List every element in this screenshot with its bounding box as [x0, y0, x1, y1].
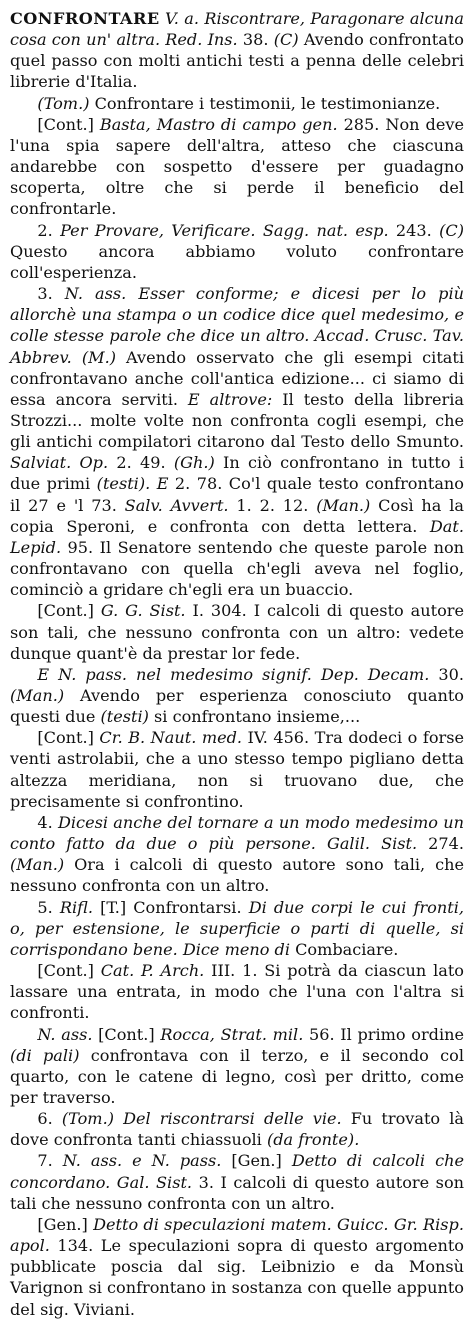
entry-paragraph [10, 114, 464, 220]
italic-run: Detto di speculazioni matem. Guicc. Gr. Risp. apol. [10, 1214, 464, 1256]
text-run: Avendo per esperienza conosciuto quanto questi due [10, 686, 464, 727]
entry-paragraph [10, 283, 464, 600]
italic-run: (Gh.) [173, 453, 215, 473]
text-run: In ciò confrontano in tutto i due primi [10, 453, 464, 494]
italic-run: Salviat. Op. [10, 453, 109, 473]
entry-paragraph [10, 812, 464, 897]
text-run: [Cont.] [37, 601, 101, 621]
text-run: [Cont.] [37, 114, 100, 134]
entry-definition [10, 8, 464, 93]
text-run: 2. 49. [108, 453, 174, 473]
italic-run: G. G. Sist. [100, 601, 186, 621]
text-run: 7. [37, 1151, 63, 1171]
italic-run: Rifl. [59, 897, 93, 917]
italic-run: Basta, Mastro di campo gen. [99, 114, 338, 134]
italic-run: E altrove: [187, 389, 273, 409]
text-run: confrontava con il terzo, e il secondo col quarto, con le catene di legno, così per dritto, come per traverso. [10, 1045, 464, 1107]
text-run: [Gen.] [37, 1214, 94, 1234]
italic-run: (Tom.) [37, 93, 90, 113]
text-run: [Cont.] [37, 728, 100, 748]
text-run: 2. [37, 220, 61, 240]
italic-run: Salv. Avvert. [124, 495, 229, 515]
entry-paragraph [10, 600, 464, 663]
italic-run: (Tom.) Del riscontrarsi delle vie. [61, 1109, 342, 1129]
text-run: 56. Il primo ordine [303, 1024, 464, 1044]
text-run: 274. [417, 834, 465, 854]
text-run: 6. [37, 1109, 62, 1129]
italic-run: Dat. Lepid. [10, 516, 464, 557]
italic-run: Dicesi anche del tornare a un modo medesimo un conto fatto da due o più persone. Galil. Sist. [10, 812, 464, 854]
entry-paragraph [10, 727, 464, 812]
italic-run: V. a. Riscontrare, Paragonare alcuna cosa con un' altra. Red. Ins. [10, 9, 464, 50]
italic-run: Cr. B. Naut. med. [99, 728, 243, 748]
text-run: Avendo osservato che gli esempi citati confrontavano anche coll'antica edizione... ci siamo di essa ancora serviti. [10, 347, 465, 409]
headword: CONFRONTARE [10, 9, 160, 28]
text-run: 3. I calcoli di questo autore son tali che nessuno confronta con un altro. [10, 1172, 464, 1213]
text-run: IV. 456. Tra dodeci o forse venti astrolabii, che a uno stesso tempo pigliano detta altezza meridiana, non si truovano due, che precisamente si confrontino. [10, 728, 464, 811]
italic-run: (C) [273, 30, 299, 50]
italic-run: Detto di calcoli che concordano. Gal. Sist. [10, 1151, 464, 1192]
italic-run: (C) [439, 220, 464, 240]
dictionary-entry [10, 8, 464, 1320]
text-run: 3. [37, 284, 65, 304]
text-run: 1. 2. 12. [228, 495, 317, 515]
italic-run: Di due corpi le cui fronti, o, per estensione, le superficie o parti di quelle, si corrispondano bene. Dice meno di [10, 897, 464, 959]
text-run: [Cont.] [92, 1024, 161, 1044]
text-run: Il testo della libreria Strozzi... molte volte non confronta cogli esempi, che gli antichi compilatori citarono dal Testo dello Smunto. [10, 389, 464, 452]
text-run: si confrontano insieme,... [148, 707, 361, 727]
italic-run: Cat. P. Arch. [100, 961, 205, 981]
text-run: 2. 78. Co'l quale testo confrontano il 27 e 'l 73. [10, 474, 464, 515]
text-run: [Gen.] [221, 1151, 292, 1171]
entry-paragraph [10, 1150, 464, 1213]
text-run: 30. [429, 664, 464, 684]
italic-run: N. ass. e N. pass. [62, 1151, 222, 1171]
italic-run: E N. pass. nel medesimo signif. Dep. Decam. [37, 664, 430, 684]
italic-run: (testi). [96, 474, 151, 494]
text-run: Confrontare i testimonii, le testimonianze. [89, 93, 441, 113]
italic-run: (testi) [100, 707, 149, 727]
text-run: III. 1. Si potrà da ciascun lato lassare una entrata, in modo che l'una con l'altra si confronti. [10, 961, 465, 1023]
italic-run: E [156, 474, 169, 494]
italic-run: (Man.) [316, 495, 371, 515]
entry-paragraph [10, 1024, 464, 1109]
text-run: [T.] Confrontarsi. [92, 897, 249, 917]
text-run: [Cont.] [37, 961, 101, 981]
text-run: 243. [388, 220, 440, 240]
italic-run: (di pali) [10, 1045, 80, 1065]
text-run: 95. Il Senatore sentendo che queste parole non confrontavano con quella ch'egli aveva nel foglio, cominciò a gridare ch'egli era un buaccio. [10, 537, 464, 600]
text-run: I. 304. I calcoli di questo autore son tali, che nessuno confronta con un altro: vedete dunque quant'è da prestar lor fede. [10, 601, 465, 663]
text-run: 38. [237, 30, 274, 50]
text-run: Combaciare. [289, 939, 399, 959]
text-run: 285. Non deve l'una spia sapere dell'altra, atteso che ciascuna andarebbe con sospetto d'essere per guadagno scoperta, oltre che si perde il beneficio del confrontarle. [10, 114, 464, 219]
entry-paragraph [10, 220, 464, 283]
text-run: Ora i calcoli di questo autore sono tali, che nessuno confronta con un altro. [10, 855, 464, 896]
entry-paragraph [10, 960, 464, 1023]
text-run: Così ha la copia Speroni, e confronta con detta lettera. [10, 495, 464, 536]
entry-paragraph [10, 93, 464, 114]
italic-run: N. ass. [37, 1024, 93, 1044]
italic-run: Rocca, Strat. mil. [160, 1024, 304, 1044]
entry-paragraph [10, 1214, 464, 1320]
italic-run: (da fronte). [266, 1130, 360, 1150]
text-run: Fu trovato là dove confronta tanti chiassuoli [10, 1109, 464, 1150]
italic-run: N. ass. Esser conforme; e dicesi per lo più allorchè una stampa o un codice dice quel medesimo, e colle stesse parole che dice un altro. Accad. Crusc. Tav. Abbrev. (M.) [10, 284, 464, 367]
italic-run: (Man.) [10, 686, 65, 705]
text-run: 5. [37, 897, 60, 917]
entry-paragraph [10, 1108, 464, 1150]
italic-run: (Man.) [10, 855, 65, 875]
text-run: Avendo confrontato quel passo con molti antichi testi a penna delle celebri librerie d'Italia. [10, 30, 464, 92]
entry-paragraph [10, 664, 464, 727]
text-run: 134. Le speculazioni sopra di questo argomento pubblicate poscia dal sig. Leibnizio e da Monsù Varignon si confrontano in sostanza con quelle appunto del sig. Viviani. [10, 1236, 464, 1319]
text-run: 4. [37, 812, 58, 832]
text-run: Questo ancora abbiamo voluto confrontare coll'esperienza. [10, 241, 464, 282]
entry-paragraph [10, 897, 464, 960]
italic-run: Per Provare, Verificare. Sagg. nat. esp. [60, 220, 389, 240]
